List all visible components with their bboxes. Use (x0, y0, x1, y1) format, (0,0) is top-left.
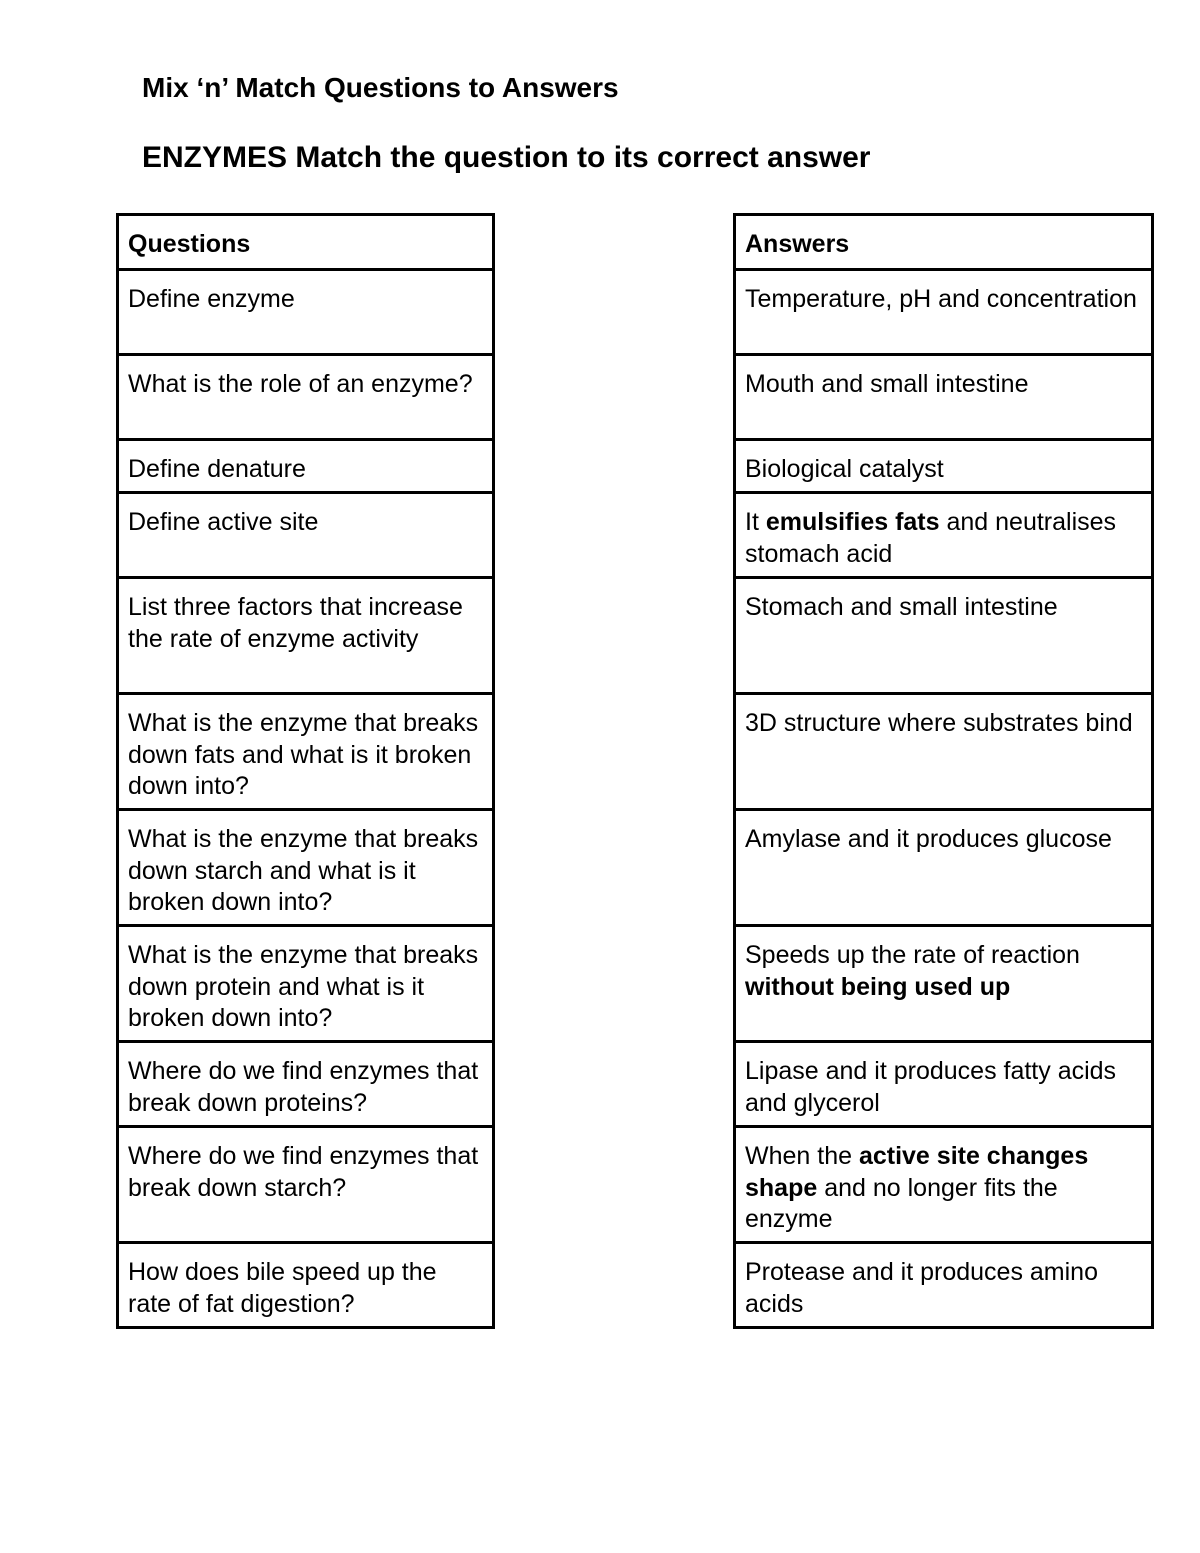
question-row (118, 493, 494, 578)
answer-cell (735, 355, 1153, 440)
answer-row (735, 355, 1153, 440)
answer-row (735, 1042, 1153, 1127)
question-cell: Define active site (118, 493, 494, 578)
question-cell: List three factors that increase the rate of enzyme activity (118, 578, 494, 694)
question-cell: What is the enzyme that breaks down fats and what is it broken down into? (118, 694, 494, 810)
answer-row (735, 926, 1153, 1042)
answer-cell (735, 493, 1153, 578)
answer-text-segment: Speeds up the rate of reaction (745, 941, 1080, 969)
answer-row (735, 493, 1153, 578)
answers-table (733, 213, 1154, 1329)
question-row (118, 810, 494, 926)
answer-cell (735, 1243, 1153, 1328)
answer-text-segment: Amylase and it produces glucose (745, 825, 1112, 853)
question-cell: What is the role of an enzyme? (118, 355, 494, 440)
worksheet-subtitle (142, 141, 870, 175)
question-row (118, 270, 494, 355)
answer-row (735, 1127, 1153, 1243)
question-row (118, 926, 494, 1042)
question-cell: Define denature (118, 440, 494, 493)
questions-body (118, 270, 494, 1328)
question-row (118, 1127, 494, 1243)
answer-cell (735, 270, 1153, 355)
answer-text-segment: emulsifies fats (765, 508, 940, 536)
answer-cell (735, 1127, 1153, 1243)
answer-row (735, 810, 1153, 926)
question-row (118, 1042, 494, 1127)
answer-row (735, 578, 1153, 694)
answer-cell (735, 578, 1153, 694)
answer-cell (735, 926, 1153, 1042)
answer-cell (735, 810, 1153, 926)
answer-text-segment: Temperature, pH and concentration (745, 285, 1137, 313)
answer-text-segment: Mouth and small intestine (745, 370, 1029, 398)
answer-row (735, 440, 1153, 493)
questions-header: Questions (118, 215, 494, 270)
subtitle-topic: ENZYMES (142, 141, 288, 174)
answers-body (735, 270, 1153, 1328)
answer-text-segment: When the (745, 1142, 859, 1170)
answer-cell (735, 440, 1153, 493)
answer-text-segment: Stomach and small intestine (745, 593, 1058, 621)
answer-text-segment: and no longer fits the enzyme (745, 1173, 1058, 1233)
question-cell: What is the enzyme that breaks down protein and what is it broken down into? (118, 926, 494, 1042)
questions-table (116, 213, 495, 1329)
answer-text-segment: It (745, 508, 766, 536)
answer-text-segment: 3D structure where substrates bind (745, 709, 1133, 737)
question-row (118, 440, 494, 493)
answer-row (735, 694, 1153, 810)
answers-header-row (735, 215, 1153, 270)
question-cell: Define enzyme (118, 270, 494, 355)
subtitle-instruction: Match the question to its correct answer (287, 141, 871, 174)
answer-text-segment: Biological catalyst (745, 455, 944, 483)
answer-row (735, 1243, 1153, 1328)
answer-cell (735, 1042, 1153, 1127)
answer-text-segment: Protease and it produces amino acids (745, 1258, 1098, 1318)
worksheet-title: Mix ‘n’ Match Questions to Answers (142, 72, 619, 103)
question-row (118, 694, 494, 810)
question-row (118, 1243, 494, 1328)
question-row (118, 355, 494, 440)
answer-cell (735, 694, 1153, 810)
question-cell: Where do we find enzymes that break down proteins? (118, 1042, 494, 1127)
answer-text-segment: without being used up (745, 972, 1011, 1001)
questions-header-row (118, 215, 494, 270)
answers-header: Answers (735, 215, 1153, 270)
question-row (118, 578, 494, 694)
answer-text-segment: active site changes shape (745, 1142, 1089, 1202)
question-cell: Where do we find enzymes that break down starch? (118, 1127, 494, 1243)
answer-text-segment: Lipase and it produces fatty acids and glycerol (745, 1057, 1117, 1117)
question-cell: How does bile speed up the rate of fat digestion? (118, 1243, 494, 1328)
question-cell: What is the enzyme that breaks down starch and what is it broken down into? (118, 810, 494, 926)
answer-row (735, 270, 1153, 355)
answer-text-segment: and neutralises stomach acid (745, 508, 1117, 568)
